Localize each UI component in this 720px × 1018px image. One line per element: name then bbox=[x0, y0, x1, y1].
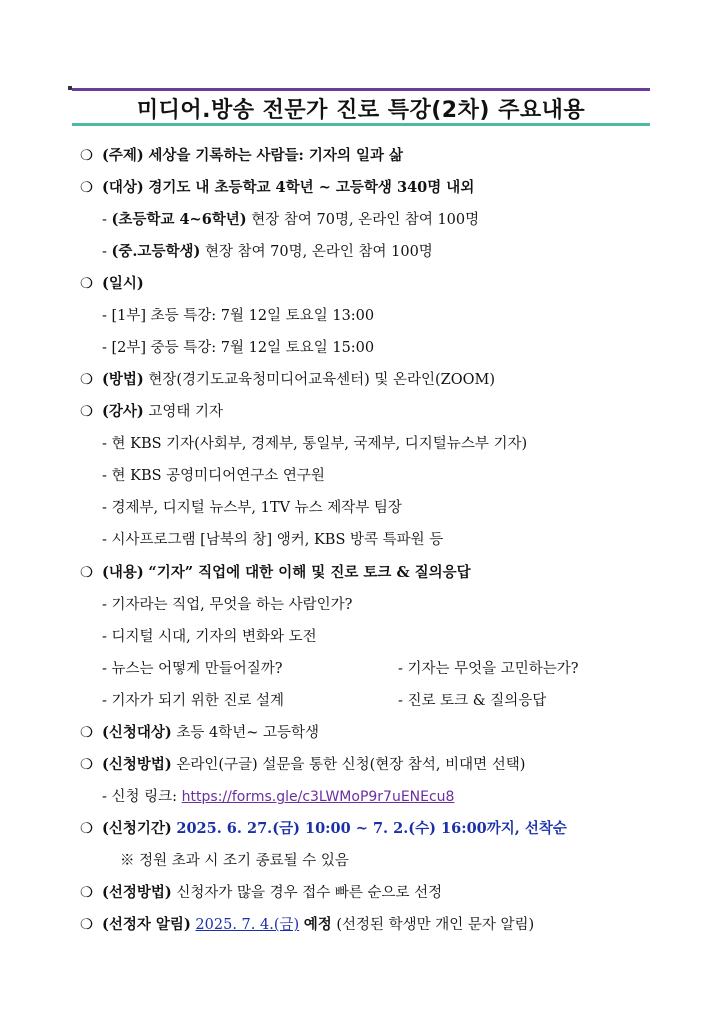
method-line: ❍ (방법) 현장(경기도교육청미디어교육센터) 및 온라인(ZOOM) bbox=[80, 371, 496, 388]
circle-bullet-icon: ❍ bbox=[80, 885, 93, 901]
apply-link-line: - 신청 링크: https://forms.gle/c3LWMoP9r7uENEcu8 bbox=[102, 789, 455, 805]
apply-target-line: ❍ (신청대상) 초등 4학년~ 고등학생 bbox=[80, 724, 320, 741]
content-item: - 디지털 시대, 기자의 변화와 도전 bbox=[102, 629, 317, 645]
title-top-rule bbox=[72, 88, 650, 91]
lecturer-line: ❍ (강사) 고영태 기자 bbox=[80, 403, 224, 420]
topic-line: ❍ (주제) 세상을 기록하는 사람들: 기자의 일과 삶 bbox=[80, 147, 404, 164]
lecturer-career-item: - 현 KBS 기자(사회부, 경제부, 통일부, 국제부, 디지털뉴스부 기자) bbox=[102, 436, 528, 452]
circle-bullet-icon: ❍ bbox=[80, 917, 93, 933]
circle-bullet-icon: ❍ bbox=[80, 725, 93, 741]
circle-bullet-icon: ❍ bbox=[80, 757, 93, 773]
content-item-pair: - 기자가 되기 위한 진로 설계 - 진로 토크 & 질의응답 bbox=[102, 693, 547, 709]
target-line: ❍ (대상) 경기도 내 초등학교 4학년 ~ 고등학생 340명 내외 bbox=[80, 179, 475, 196]
schedule-part2: - [2부] 중등 특강: 7월 12일 토요일 15:00 bbox=[102, 340, 375, 356]
circle-bullet-icon: ❍ bbox=[80, 148, 93, 164]
content-line: ❍ (내용) “기자” 직업에 대한 이해 및 진로 토크 & 질의응답 bbox=[80, 564, 471, 581]
lecturer-career-item: - 현 KBS 공영미디어연구소 연구원 bbox=[102, 468, 325, 484]
content-item: - 기자라는 직업, 무엇을 하는 사람인가? bbox=[102, 597, 353, 613]
circle-bullet-icon: ❍ bbox=[80, 372, 93, 388]
apply-form-link[interactable]: https://forms.gle/c3LWMoP9r7uENEcu8 bbox=[181, 789, 455, 805]
lecturer-career-item: - 경제부, 디지털 뉴스부, 1TV 뉴스 제작부 팀장 bbox=[102, 500, 402, 516]
circle-bullet-icon: ❍ bbox=[80, 821, 93, 837]
title-bar bbox=[72, 88, 650, 126]
selection-method-line: ❍ (선정방법) 신청자가 많을 경우 접수 빠른 순으로 선정 bbox=[80, 884, 443, 901]
title-bottom-rule bbox=[72, 123, 650, 126]
apply-period-line: ❍ (신청기간) 2025. 6. 27.(금) 10:00 ~ 7. 2.(수) 16:00까지, 선착순 bbox=[80, 820, 567, 837]
schedule-line: ❍ (일시) bbox=[80, 275, 144, 292]
circle-bullet-icon: ❍ bbox=[80, 276, 93, 292]
content-item-pair: - 뉴스는 어떻게 만들어질까? - 기자는 무엇을 고민하는가? bbox=[102, 661, 579, 677]
circle-bullet-icon: ❍ bbox=[80, 404, 93, 420]
circle-bullet-icon: ❍ bbox=[80, 565, 93, 581]
circle-bullet-icon: ❍ bbox=[80, 180, 93, 196]
page-title: 미디어.방송 전문가 진로 특강(2차) 주요내용 bbox=[136, 98, 586, 123]
apply-method-line: ❍ (신청방법) 온라인(구글) 설문을 통한 신청(현장 참석, 비대면 선택) bbox=[80, 756, 526, 773]
schedule-part1: - [1부] 초등 특강: 7월 12일 토요일 13:00 bbox=[102, 308, 375, 324]
apply-period-note: ※ 정원 초과 시 조기 종료될 수 있음 bbox=[120, 853, 349, 869]
lecturer-career-item: - 시사프로그램 [남북의 창] 앵커, KBS 방콕 특파원 등 bbox=[102, 532, 444, 548]
announcement-line: ❍ (선정자 알림) 2025. 7. 4.(금) 예정 (선정된 학생만 개인 문자 알림) bbox=[80, 916, 535, 933]
target-middle-high: - (중.고등학생) 현장 참여 70명, 온라인 참여 100명 bbox=[102, 243, 433, 260]
target-elementary: - (초등학교 4~6학년) 현장 참여 70명, 온라인 참여 100명 bbox=[102, 211, 480, 228]
